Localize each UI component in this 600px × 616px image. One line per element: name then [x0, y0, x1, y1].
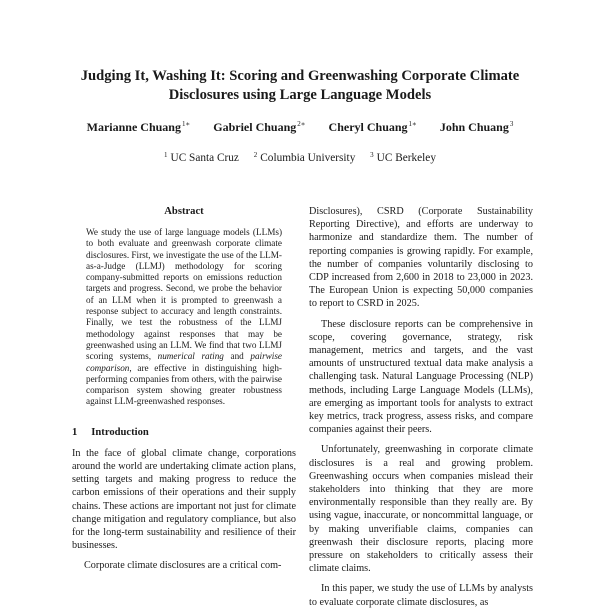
author-name: Marianne Chuang — [86, 120, 181, 134]
author — [440, 120, 514, 135]
affiliation-name: UC Santa Cruz — [170, 152, 239, 164]
abstract-emphasis: numerical rating — [157, 351, 224, 362]
body-paragraph-2: These disclosure reports can be comprehensive in scope, covering governance, strategy, risk management, metrics and targets, and the vast amounts of unstructured textual data make analysis a challenging task. Natural Language Processing (NLP) methods, including Large Language Models (LLMs), are emerging as important tools for analysts to extract key metrics, track progress, assess risks, and compare companies against their peers. — [309, 318, 533, 436]
section-heading — [72, 426, 296, 440]
title-line-1: Judging It, Washing It: Scoring and Greenwashing Corporate Climate — [80, 68, 520, 84]
author-mark: 1∗ — [408, 120, 417, 128]
affiliation-name: Columbia University — [260, 152, 356, 164]
affiliation-mark: 2 — [253, 151, 258, 159]
intro-paragraph-2: Corporate climate disclosures are a critical com- — [84, 560, 282, 572]
abstract-emphasis: pairwise comparison — [86, 351, 282, 373]
paper-title — [40, 67, 560, 105]
title-line-2: Disclosures using Large Language Models — [168, 87, 432, 103]
affiliation-list — [40, 151, 560, 164]
right-column — [309, 205, 533, 616]
author — [213, 120, 305, 135]
affiliation — [370, 151, 436, 164]
author-name: Cheryl Chuang — [328, 120, 408, 134]
section-title: Introduction — [91, 426, 149, 438]
author-name: John Chuang — [439, 120, 509, 134]
abstract-text — [86, 227, 282, 408]
abstract-text-part: We study the use of large language models (LLMs) to both evaluate and greenwash corporate climate disclosures. First, we investigate the use of the LLM-as-a-Judge (LLMJ) methodology for scoring company-submitted reports on emissions reduction targets and progress. Second, we probe the behavior of an LLM when it is prompted to greenwash a response subject to accuracy and length constraints. Finally, we test the robustness of the LLMJ methodology against responses that may be greenwashed using an LLM. We find that two LLMJ scoring systems, — [86, 227, 282, 362]
body-paragraph-3: Unfortunately, greenwashing in corporate climate disclosures is a real and growing problem. Greenwashing occurs when companies mislead their stakeholders into thinking that they are more environmentally responsible than they really are. By using vague, inaccurate, or noncommittal language, or by making unverifiable claims, companies can greenwash their disclosure reports, placing more pressure on stakeholders to critically assess their climate claims. — [309, 444, 533, 575]
abstract-text-part: and — [223, 351, 251, 362]
left-column — [72, 205, 296, 573]
author-mark: 2∗ — [297, 120, 306, 128]
abstract-text-part: , are effective in distinguishing high-performing companies from others, with the pairwise comparison system showing greater robustness against LLM-greenwashed responses. — [86, 362, 282, 407]
author — [87, 120, 191, 135]
intro-paragraph-1: In the face of global climate change, corporations around the world are undertaking climate action plans, setting targets and making progress to reduce the carbon emissions of their operations and their supply chains. These actions are important not just for climate change mitigation and regulatory compliance, but also for the long-term sustainability and resilience of their businesses. — [72, 447, 296, 552]
affiliation — [164, 151, 239, 164]
author-list — [40, 120, 560, 135]
abstract-heading: Abstract — [164, 206, 204, 217]
author-name: Gabriel Chuang — [213, 120, 297, 134]
affiliation-mark: 3 — [370, 151, 374, 159]
body-paragraph-4: In this paper, we study the use of LLMs by analysts to evaluate corporate climate disclosures, as — [309, 583, 533, 608]
body-paragraph-1: Disclosures), CSRD (Corporate Sustainability Reporting Directive), and efforts are underway to harmonize and standardize them. The number of reporting companies is growing rapidly. For example, the number of companies voluntarily disclosing to CDP increased from 2,600 in 2018 to 23,000 in 2023. The European Union is expecting 50,000 companies to report to CSRD in 2025. — [309, 206, 533, 310]
affiliation-mark: 1 — [164, 151, 168, 159]
section-number: 1 — [72, 426, 78, 438]
author — [329, 120, 417, 135]
author-mark: 3 — [509, 120, 514, 128]
affiliation-name: UC Berkeley — [376, 152, 436, 164]
author-mark: 1∗ — [181, 120, 191, 128]
affiliation — [254, 151, 356, 164]
